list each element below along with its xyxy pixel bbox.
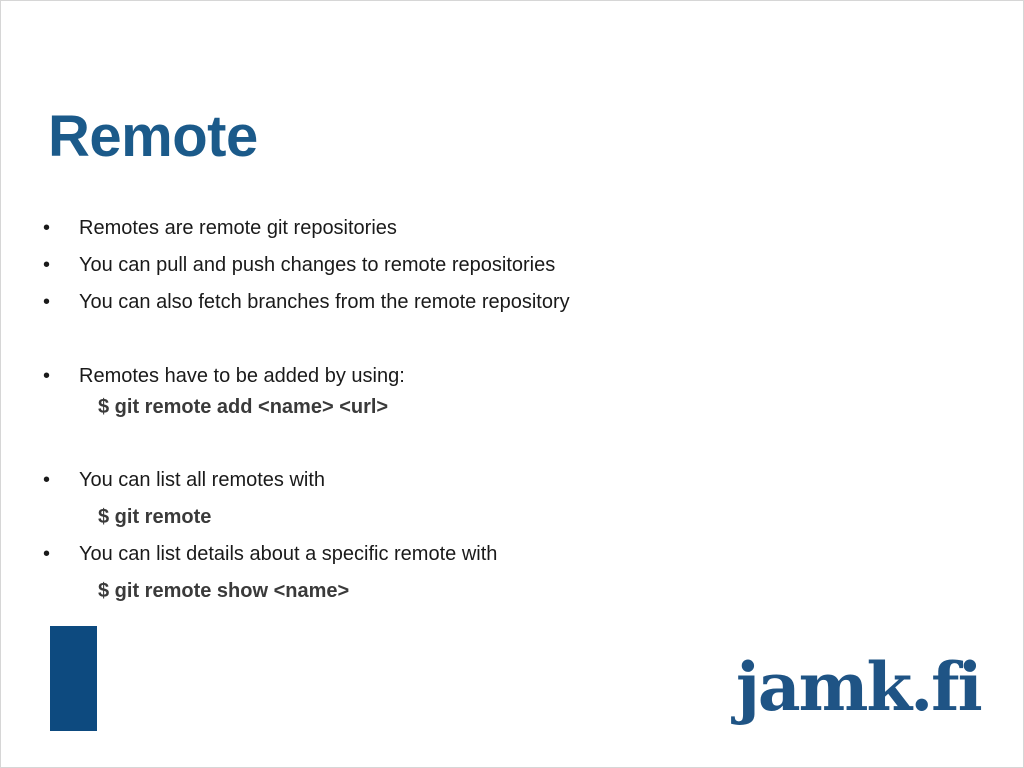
bullet-dot-icon: •	[43, 291, 51, 313]
bullet-item	[43, 467, 325, 493]
bullet-dot-icon: •	[43, 469, 51, 491]
code-command-remote-show: $ git remote show <name>	[98, 580, 350, 602]
bullet-text: You can also fetch branches from the remote repository	[79, 291, 570, 313]
bullet-text: You can list details about a specific remote with	[79, 543, 498, 565]
bullet-dot-icon: •	[43, 365, 51, 387]
bullet-dot-icon: •	[43, 543, 51, 565]
accent-bar	[50, 626, 97, 731]
jamk-logo: jamk.fi	[736, 648, 981, 726]
bullet-text: You can pull and push changes to remote repositories	[79, 254, 556, 276]
code-command-remote-list: $ git remote	[98, 506, 212, 528]
bullet-item	[43, 215, 397, 241]
slide-title: Remote	[48, 104, 258, 169]
bullet-text: You can list all remotes with	[79, 469, 326, 491]
bullet-text: Remotes have to be added by using:	[79, 365, 405, 387]
bullet-dot-icon: •	[43, 217, 51, 239]
bullet-item	[43, 541, 497, 567]
bullet-text: Remotes are remote git repositories	[79, 217, 397, 239]
bullet-dot-icon: •	[43, 254, 51, 276]
bullet-item	[43, 363, 405, 389]
bullet-item	[43, 252, 555, 278]
code-command-remote-add: $ git remote add <name> <url>	[98, 396, 389, 418]
bullet-item	[43, 289, 570, 315]
